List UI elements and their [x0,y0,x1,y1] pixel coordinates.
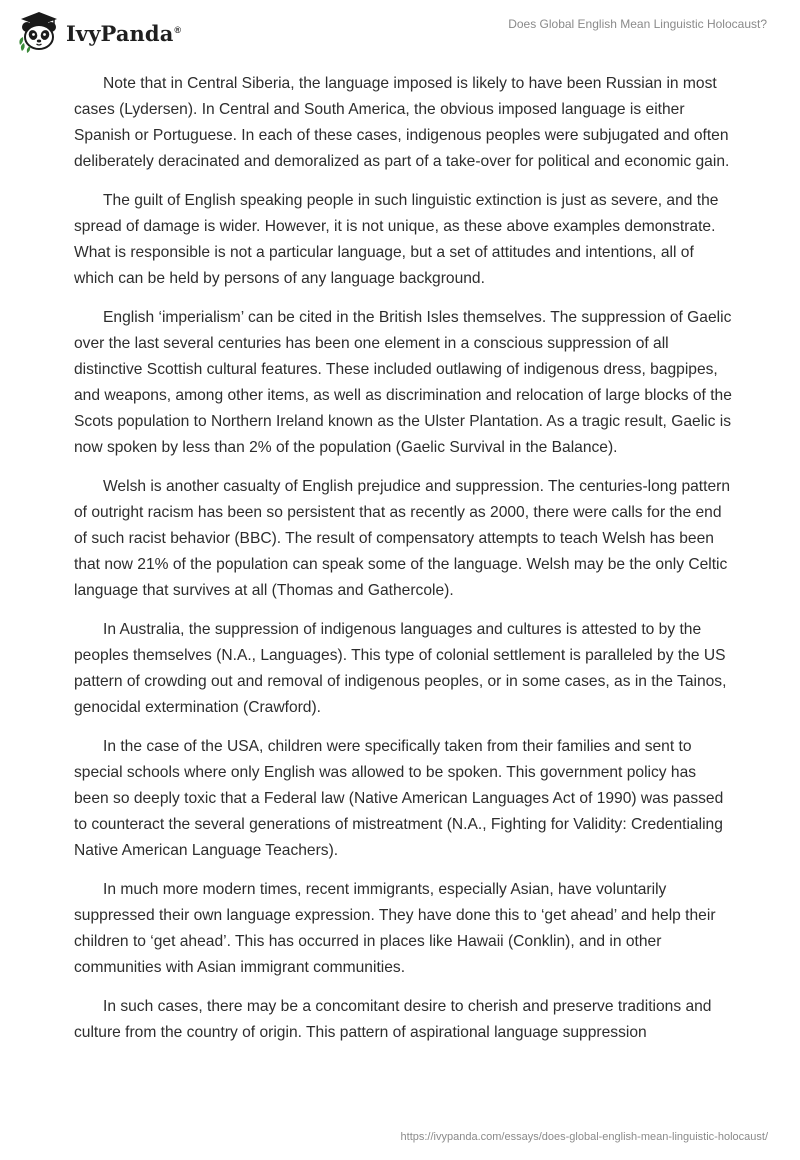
paragraph: Welsh is another casualty of English prejudice and suppression. The centuries-long pattern of outright racism has been so persistent that as recently as 2000, there were calls for the end of such racist behavior (BBC). The result of compensatory attempts to teach Welsh has been that now 21% of the population can speak some of the language. Welsh may be the only Celtic language that survives at all (Thomas and Gathercole). [74,478,731,599]
brand-name: IvyPanda® [66,20,182,46]
document-title: Does Global English Mean Linguistic Holocaust? [508,17,767,31]
paragraph: The guilt of English speaking people in such linguistic extinction is just as severe, and the spread of damage is wider. However, it is not unique, as these above examples demonstrate. What is responsible is not a particular language, but a set of attitudes and intentions, all of which can be held by persons of any language background. [74,192,719,287]
paragraph: Note that in Central Siberia, the language imposed is likely to have been Russian in most cases (Lydersen). In Central and South America, the obvious imposed language is either Spanish or Portuguese. In each of these cases, indigenous peoples were subjugated and often deliberately deracinated and demoralized as part of a take-over for political and economic gain. [74,75,730,170]
paragraph: In much more modern times, recent immigrants, especially Asian, have voluntarily suppressed their own language expression. They have done this to ‘get ahead’ and help their children to ‘get ahead’. This has occurred in places like Hawaii (Conklin), and in other communities with Asian immigrant communities. [74,881,716,976]
paragraph: In the case of the USA, children were specifically taken from their families and sent to special schools where only English was allowed to be spoken. This government policy has been so deeply toxic that a Federal law (Native American Languages Act of 1990) was passed to counteract the several generations of mistreatment (N.A., Fighting for Validity: Credentialing Native American Language Teachers). [74,738,724,859]
paragraph: In such cases, there may be a concomitant desire to cherish and preserve traditions and culture from the country of origin. This pattern of aspirational language suppression [74,998,712,1041]
essay-body [74,71,734,1059]
panda-graduate-icon [16,9,62,55]
ivypanda-logo[interactable] [16,9,181,55]
source-url[interactable]: https://ivypanda.com/essays/does-global-english-mean-linguistic-holocaust/ [400,1131,768,1143]
page-header [0,0,800,60]
paragraph: English ‘imperialism’ can be cited in the British Isles themselves. The suppression of Gaelic over the last several centuries has been one element in a conscious suppression of all distinctive Scottish cultural features. These included outlawing of indigenous dress, bagpipes, and weapons, among other items, as well as discrimination and relocation of large blocks of the Scots population to Northern Ireland known as the Ulster Plantation. As a tragic result, Gaelic is now spoken by less than 2% of the population (Gaelic Survival in the Balance). [74,309,732,456]
registered-mark: ® [174,24,182,35]
paragraph: In Australia, the suppression of indigenous languages and cultures is attested to by the peoples themselves (N.A., Languages). This type of colonial settlement is paralleled by the US pattern of crowding out and removal of indigenous peoples, or in some cases, as in the Tainos, genocidal extermination (Crawford). [74,621,727,716]
